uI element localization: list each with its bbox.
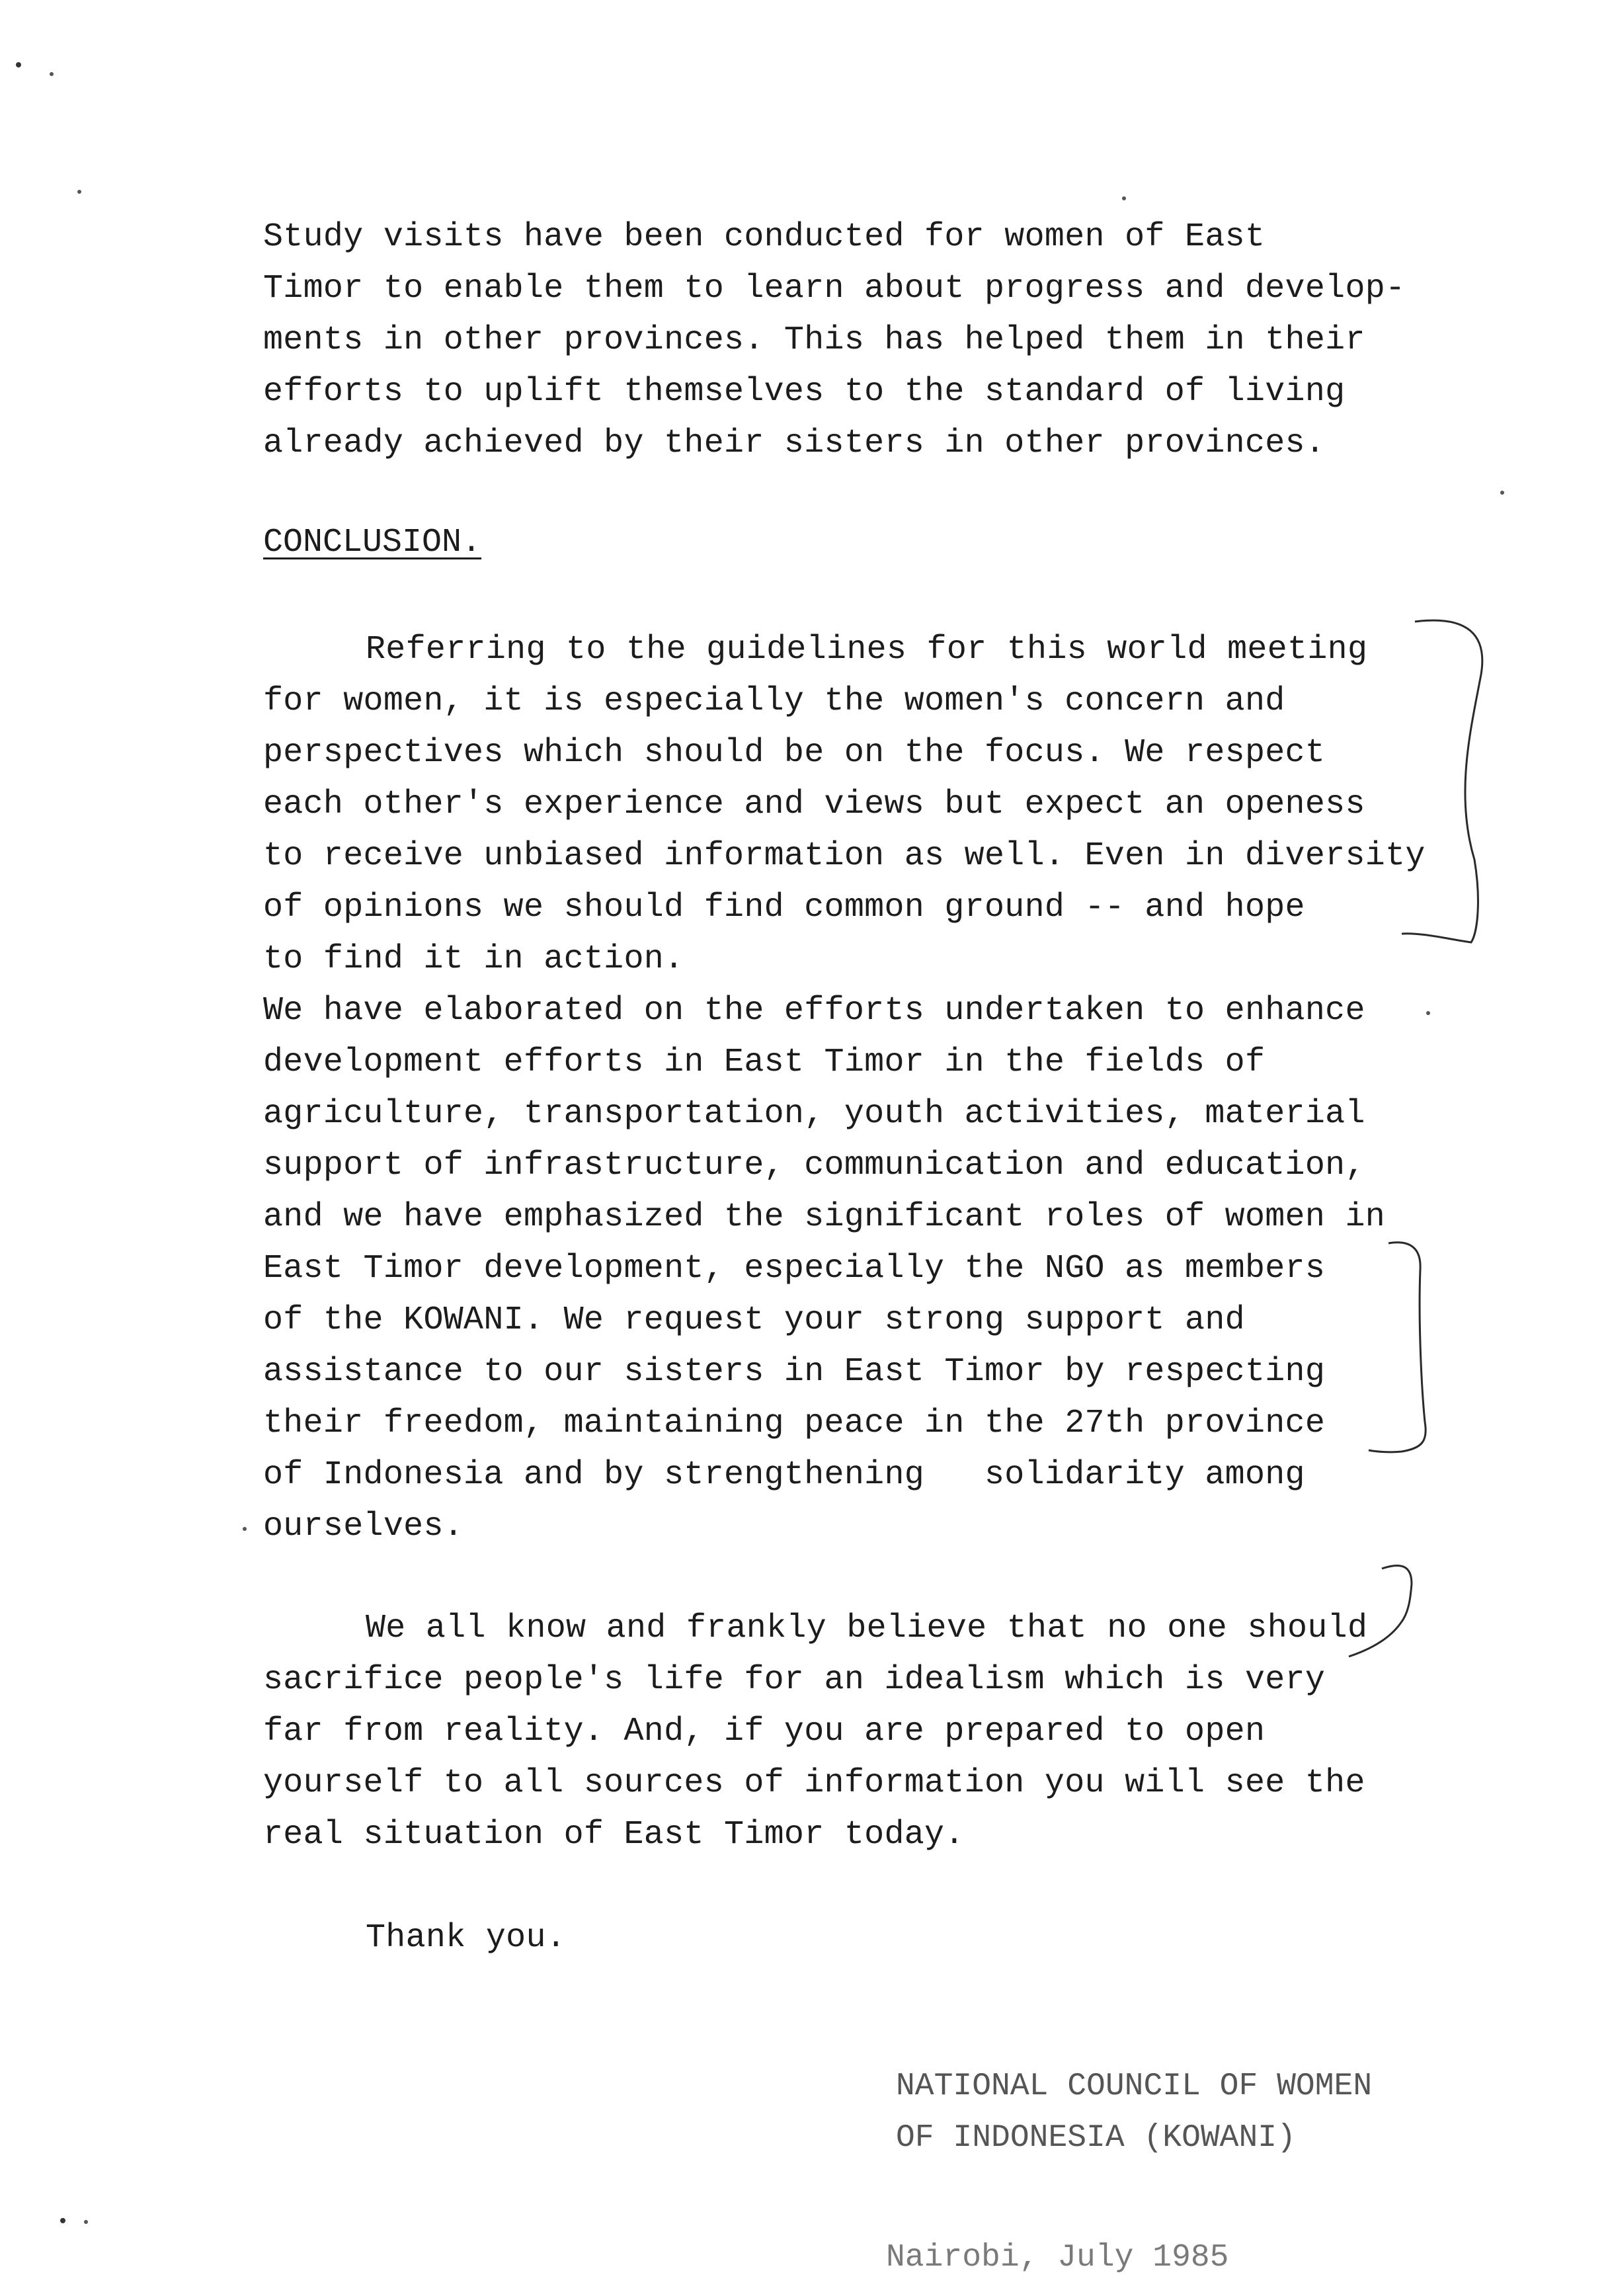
guidelines-line-1: Referring to the guidelines for this world meeting	[366, 631, 1368, 669]
guidelines-line-6: of opinions we should find common ground -- and hope	[263, 889, 1305, 926]
scan-speck	[16, 62, 21, 67]
efforts-line-5: and we have emphasized the significant roles of women in	[263, 1198, 1386, 1236]
study-visits-line-2: Timor to enable them to learn about progress and develop-	[263, 270, 1406, 308]
study-visits-line-4: efforts to uplift themselves to the standard of living	[263, 373, 1346, 411]
efforts-line-2: development efforts in East Timor in the fields of	[263, 1044, 1266, 1081]
scan-speck	[84, 2220, 88, 2224]
guidelines-line-4: each other's experience and views but expect an openess	[263, 786, 1365, 823]
scan-speck	[77, 190, 81, 194]
idealism-line-2: sacrifice people's life for an idealism which is very	[263, 1661, 1326, 1699]
idealism-line-1: We all know and frankly believe that no one should	[366, 1610, 1368, 1647]
scan-speck	[1426, 1011, 1430, 1015]
guidelines-line-5: to receive unbiased information as well. Even in diversity	[263, 837, 1426, 875]
scan-speck	[50, 72, 54, 76]
bracket-mark-1	[1402, 620, 1482, 942]
guidelines-line-3: perspectives which should be on the focus. We respect	[263, 734, 1326, 772]
efforts-line-3: agriculture, transportation, youth activities, material	[263, 1095, 1365, 1133]
efforts-line-7: of the KOWANI. We request your strong support and	[263, 1301, 1245, 1339]
scan-speck	[1122, 196, 1126, 200]
efforts-line-4: support of infrastructure, communication and education,	[263, 1147, 1365, 1184]
idealism-line-4: yourself to all sources of information you will see the	[263, 1764, 1365, 1802]
idealism-line-3: far from reality. And, if you are prepared to open	[263, 1713, 1266, 1750]
place-date: Nairobi, July 1985	[886, 2240, 1229, 2276]
efforts-line-9: their freedom, maintaining peace in the 27th province	[263, 1405, 1326, 1442]
idealism-line-5: real situation of East Timor today.	[263, 1816, 965, 1854]
closing-thank-you: Thank you.	[366, 1919, 567, 1957]
signature-line-2: OF INDONESIA (KOWANI)	[896, 2120, 1296, 2156]
study-visits-line-5: already achieved by their sisters in other provinces.	[263, 425, 1326, 462]
efforts-line-8: assistance to our sisters in East Timor by respecting	[263, 1353, 1326, 1391]
signature-line-1: NATIONAL COUNCIL OF WOMEN	[896, 2069, 1373, 2104]
scan-speck	[1500, 491, 1504, 495]
scan-speck	[243, 1527, 247, 1531]
scan-speck	[60, 2218, 65, 2223]
study-visits-line-3: ments in other provinces. This has helped them in their	[263, 321, 1365, 359]
study-visits-line-1: Study visits have been conducted for women of East	[263, 218, 1266, 256]
efforts-line-1: We have elaborated on the efforts undertaken to enhance	[263, 992, 1365, 1030]
bracket-mark-2	[1369, 1243, 1426, 1452]
efforts-line-10: of Indonesia and by strengthening solidarity among	[263, 1456, 1305, 1494]
efforts-line-11: ourselves.	[263, 1508, 464, 1545]
guidelines-line-7: to find it in action.	[263, 940, 684, 978]
efforts-line-6: East Timor development, especially the NGO as members	[263, 1250, 1326, 1288]
conclusion-heading: CONCLUSION.	[263, 524, 482, 561]
guidelines-line-2: for women, it is especially the women's concern and	[263, 682, 1285, 720]
